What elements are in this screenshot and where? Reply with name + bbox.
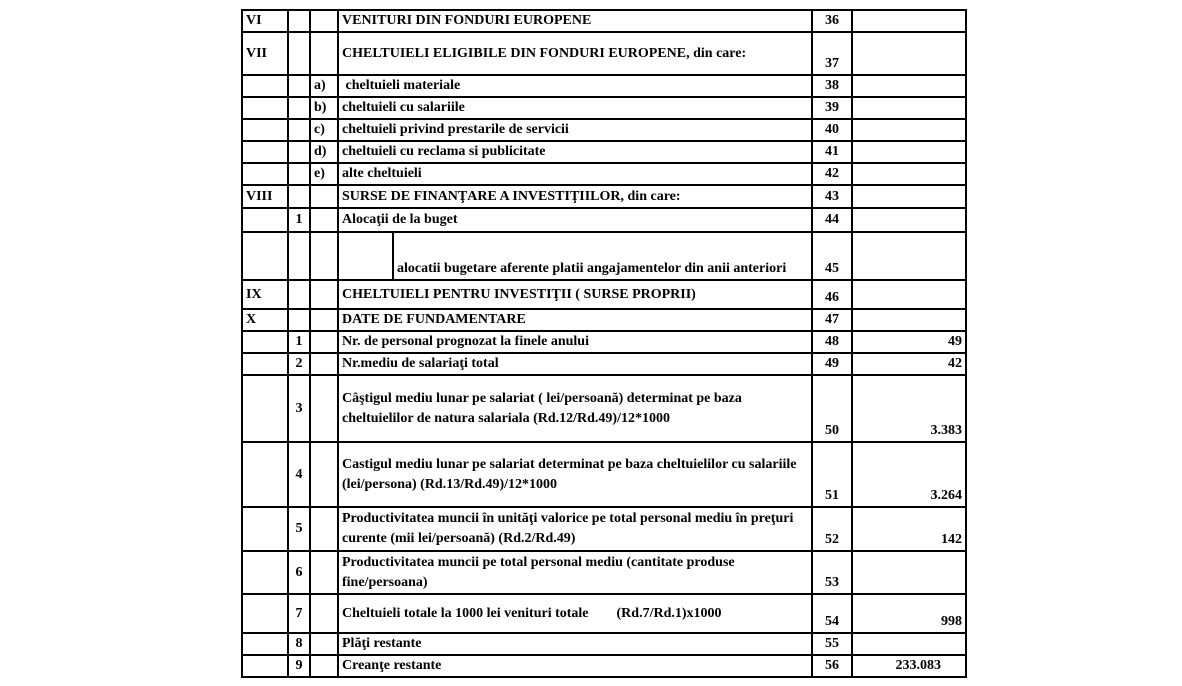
number-cell: 8 [288,633,310,655]
roman-cell [242,331,288,353]
row-number: 40 [812,119,852,141]
value-cell: 42 [852,353,966,375]
value-cell [852,32,966,75]
table-row [242,551,966,594]
table-row [242,141,966,163]
letter-cell [310,280,338,309]
indicator-text: cheltuieli privind prestarile de servicii [338,119,812,141]
number-cell: 2 [288,353,310,375]
row-number: 48 [812,331,852,353]
letter-cell [310,331,338,353]
indicator-text: VENITURI DIN FONDURI EUROPENE [338,10,812,32]
table-row [242,633,966,655]
roman-cell: VIII [242,185,288,208]
table-row [242,119,966,141]
indicator-text: DATE DE FUNDAMENTARE [338,309,812,331]
roman-cell [242,594,288,633]
number-cell: 7 [288,594,310,633]
roman-cell: VII [242,32,288,75]
row-number: 41 [812,141,852,163]
number-cell [288,309,310,331]
value-cell [852,208,966,232]
table-row [242,353,966,375]
row-number: 54 [812,594,852,633]
indicator-text: cheltuieli cu reclama si publicitate [338,141,812,163]
row-number: 44 [812,208,852,232]
roman-cell [242,375,288,442]
indicator-text: Nr. de personal prognozat la finele anului [338,331,812,353]
table-row [242,208,966,232]
number-cell: 9 [288,655,310,677]
row-number: 43 [812,185,852,208]
table-row [242,97,966,119]
table-row [242,32,966,75]
table-row [242,375,966,442]
value-cell: 233.083 [852,655,966,677]
roman-cell [242,163,288,185]
value-cell [852,141,966,163]
letter-cell [310,655,338,677]
indicator-text: Cheltuieli totale la 1000 lei venituri totale (Rd.7/Rd.1)x1000 [338,594,812,633]
letter-cell: c) [310,119,338,141]
value-cell [852,633,966,655]
value-cell: 3.264 [852,442,966,507]
roman-cell [242,232,288,280]
number-cell: 4 [288,442,310,507]
indicator-text: Productivitatea muncii pe total personal mediu (cantitate produse fine/persoana) [338,551,812,594]
roman-cell: VI [242,10,288,32]
row-number: 36 [812,10,852,32]
roman-cell: X [242,309,288,331]
value-cell [852,10,966,32]
indicator-text: CHELTUIELI PENTRU INVESTIŢII ( SURSE PROPRII) [338,280,812,309]
letter-cell [310,551,338,594]
number-cell [288,163,310,185]
split-container [342,233,808,279]
letter-cell [310,633,338,655]
value-cell: 998 [852,594,966,633]
number-cell [288,97,310,119]
indicator-text: cheltuieli cu salariile [338,97,812,119]
indicator-text: alocatii bugetare aferente platii angajamentelor din anii anteriori [397,261,787,276]
table-row [242,232,966,280]
row-number: 42 [812,163,852,185]
value-cell [852,119,966,141]
row-number: 37 [812,32,852,75]
roman-cell: IX [242,280,288,309]
value-cell [852,97,966,119]
number-cell: 3 [288,375,310,442]
letter-cell [310,309,338,331]
number-cell [288,32,310,75]
letter-cell: e) [310,163,338,185]
table-row [242,594,966,633]
roman-cell [242,353,288,375]
indicator-text: Plăţi restante [338,633,812,655]
roman-cell [242,208,288,232]
value-cell [852,551,966,594]
number-cell: 1 [288,208,310,232]
letter-cell [310,594,338,633]
financial-indicators-document [241,9,967,678]
row-number: 53 [812,551,852,594]
number-cell [288,185,310,208]
number-cell: 6 [288,551,310,594]
letter-cell [310,185,338,208]
value-cell [852,75,966,97]
letter-cell [310,32,338,75]
letter-cell [310,507,338,551]
value-cell: 49 [852,331,966,353]
value-cell [852,232,966,280]
roman-cell [242,442,288,507]
roman-cell [242,655,288,677]
number-cell [288,280,310,309]
indicator-text: SURSE DE FINANŢARE A INVESTIŢIILOR, din care: [338,185,812,208]
number-cell [288,119,310,141]
number-cell: 5 [288,507,310,551]
indicator-text: cheltuieli materiale [338,75,812,97]
row-number: 49 [812,353,852,375]
indicator-split-cell [338,232,812,280]
letter-cell [310,232,338,280]
row-number: 52 [812,507,852,551]
row-number: 47 [812,309,852,331]
number-cell [288,10,310,32]
value-cell [852,309,966,331]
value-cell: 3.383 [852,375,966,442]
indicators-table [241,9,967,678]
row-number: 50 [812,375,852,442]
indicator-text: Nr.mediu de salariaţi total [338,353,812,375]
letter-cell [310,10,338,32]
letter-cell [310,375,338,442]
value-cell [852,280,966,309]
table-row [242,309,966,331]
roman-cell [242,97,288,119]
indicator-text: Productivitatea muncii în unităţi valorice pe total personal mediu în preţuri curente (mii lei/persoană) (Rd.2/Rd.49) [338,507,812,551]
table-row [242,75,966,97]
row-number: 39 [812,97,852,119]
letter-cell [310,442,338,507]
table-row [242,185,966,208]
letter-cell [310,208,338,232]
roman-cell [242,141,288,163]
roman-cell [242,633,288,655]
table-row [242,655,966,677]
number-cell [288,75,310,97]
number-cell [288,141,310,163]
table-row [242,10,966,32]
value-cell [852,185,966,208]
row-number: 45 [812,232,852,280]
table-row [242,163,966,185]
number-cell: 1 [288,331,310,353]
roman-cell [242,507,288,551]
indicator-text: CHELTUIELI ELIGIBILE DIN FONDURI EUROPENE, din care: [338,32,812,75]
indicator-text: Creanţe restante [338,655,812,677]
roman-cell [242,75,288,97]
indicator-text: Castigul mediu lunar pe salariat determinat pe baza cheltuielilor cu salariile (lei/persona) (Rd.13/Rd.49)/12*1000 [338,442,812,507]
row-number: 56 [812,655,852,677]
table-row [242,280,966,309]
value-cell [852,163,966,185]
row-number: 51 [812,442,852,507]
number-cell [288,232,310,280]
row-number: 55 [812,633,852,655]
row-number: 38 [812,75,852,97]
row-number: 46 [812,280,852,309]
indicator-text: alte cheltuieli [338,163,812,185]
letter-cell [310,353,338,375]
table-row [242,331,966,353]
letter-cell: b) [310,97,338,119]
indicator-text: Câştigul mediu lunar pe salariat ( lei/persoană) determinat pe baza cheltuielilor de natura salariala (Rd.12/Rd.49)/12*1000 [338,375,812,442]
letter-cell: a) [310,75,338,97]
table-row [242,507,966,551]
indicator-text: Alocaţii de la buget [338,208,812,232]
roman-cell [242,119,288,141]
table-row [242,442,966,507]
letter-cell: d) [310,141,338,163]
blank-subcell [342,233,394,279]
roman-cell [242,551,288,594]
value-cell: 142 [852,507,966,551]
